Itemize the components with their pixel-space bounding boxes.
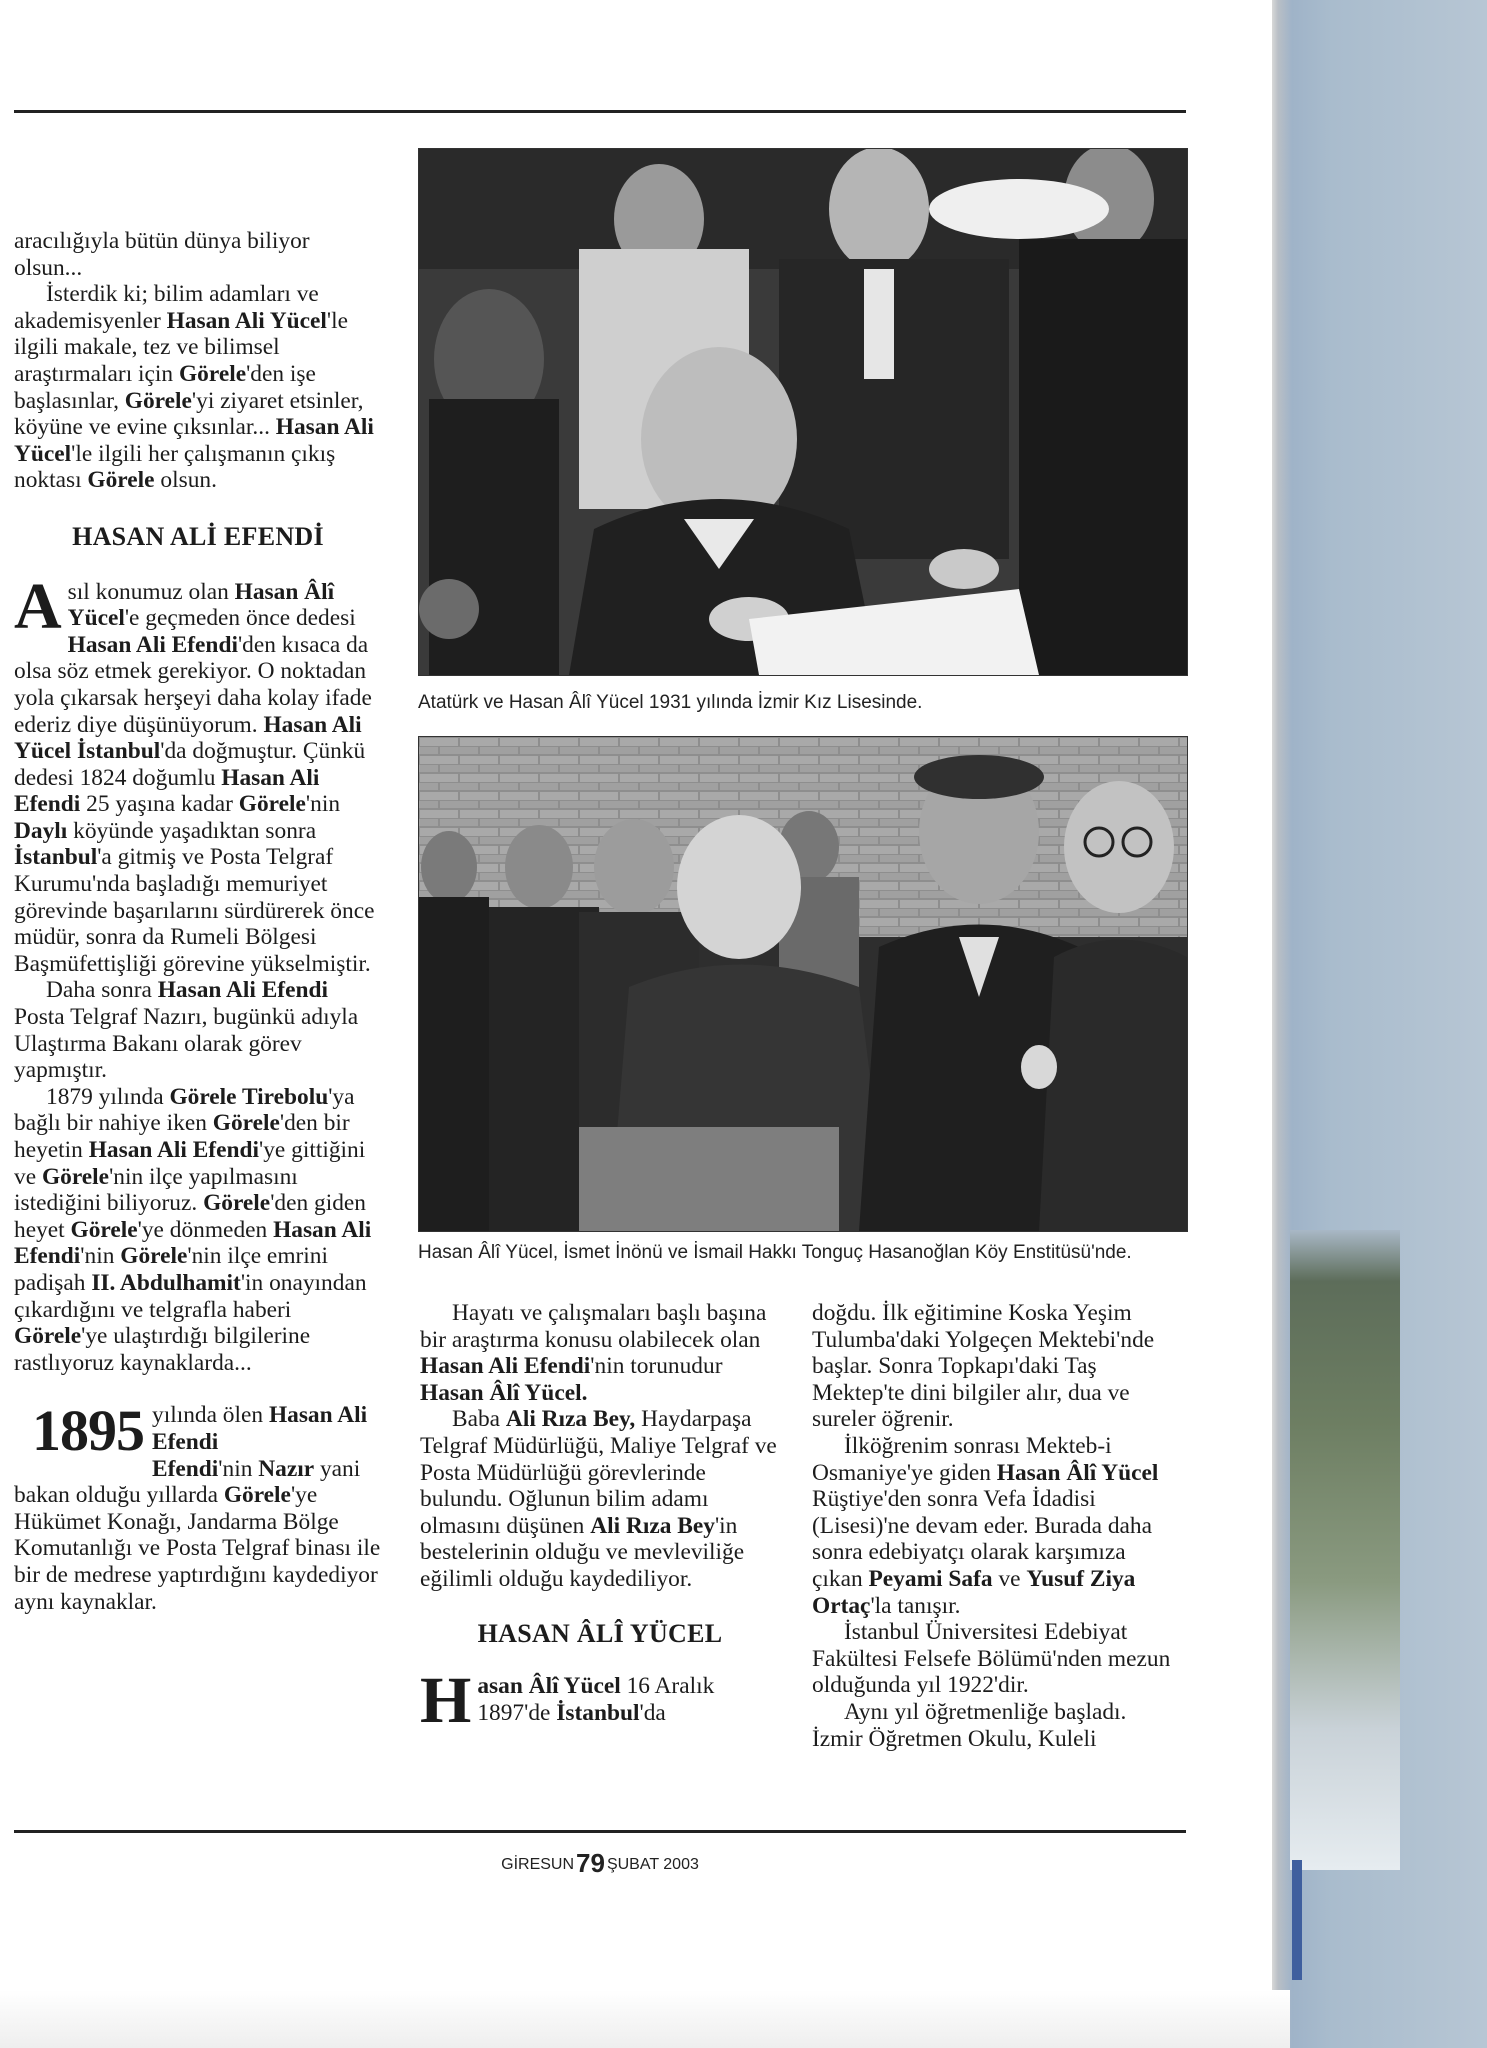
- adjacent-page-blue-band: [1292, 1860, 1302, 1980]
- photo-1-caption: Atatürk ve Hasan Âlî Yücel 1931 yılında İzmir Kız Lisesinde.: [418, 692, 923, 713]
- year-1895: 1895: [32, 1398, 144, 1464]
- dropcap-a: A: [14, 569, 62, 643]
- photo-1-illustration: [419, 149, 1187, 675]
- mid-p1: Hayatı ve çalışmaları başlı başına bir araştırma konusu olabilecek olan Hasan Ali Efendi'nin torunudur Hasan Âlî Yücel.: [420, 1300, 767, 1406]
- page-number: 79: [576, 1848, 605, 1878]
- top-rule: [14, 110, 1186, 113]
- footer-magazine: GİRESUN: [501, 1856, 575, 1873]
- right-p3: İstanbul Üniversitesi Edebiyat Fakültesi Felsefe Bölümü'nden mezun olduğunda yıl 1922'dir.: [812, 1619, 1171, 1699]
- page-footer: [0, 1848, 1200, 1879]
- right-p4: Aynı yıl öğretmenliğe başladı. İzmir Öğretmen Okulu, Kuleli: [812, 1698, 1127, 1752]
- photo-2-illustration: [419, 737, 1187, 1231]
- footer-date: ŞUBAT 2003: [606, 1856, 699, 1873]
- photo-ataturk-yucel-1931: [418, 148, 1188, 676]
- scan-bottom-shade: [0, 1990, 1290, 2048]
- left-p6: 1895 yılında ölen Hasan Ali Efendi Efendi'nin Nazır yani bakan olduğu yıllarda Görele'ye Hükümet Konağı, Jandarma Bölge Komutanlığı ve Posta Telgraf binası ile bir de medrese yaptırdığını kaydediyor aynı kaynaklar.: [14, 1398, 381, 1615]
- mid-p2: Baba Ali Rıza Bey, Haydarpaşa Telgraf Müdürlüğü, Maliye Telgraf ve Posta Müdürlüğü görevlerinde bulundu. Oğlunun bilim adamı olmasını düşünen Ali Rıza Bey'in bestelerinin olduğu ve mevleviliğe eğilimli olduğu kaydediliyor.: [420, 1406, 777, 1592]
- left-p3: Asıl konumuz olan Hasan Âlî Yücel'e geçmeden önce dedesi Hasan Ali Efendi'den kısaca da olsa söz etmek gerekiyor. O noktadan yola çıkarsak herşeyi daha kolay ifade ederiz diye düşünüyorum. Hasan Ali Yücel İstanbul'da doğmuştur. Çünkü dedesi 1824 doğumlu Hasan Ali Efendi 25 yaşına kadar Görele'nin Daylı köyünde yaşadıktan sonra İstanbul'a gitmiş ve Posta Telgraf Kurumu'nda başladığı memuriyet görevinde başarılarını sürdürerek önce müdür, sonra da Rumeli Bölgesi Başmüfettişliği görevine yükselmiştir.: [14, 569, 375, 977]
- dropcap-h: H: [420, 1664, 472, 1738]
- section-heading-hasan-ali-yucel: HASAN ÂLÎ YÜCEL: [477, 1618, 723, 1648]
- middle-column: [420, 1300, 780, 1738]
- left-p4: Daha sonra Hasan Ali Efendi Posta Telgraf Nazırı, bugünkü adıyla Ulaştırma Bakanı olarak görev yapmıştır.: [14, 977, 359, 1084]
- section-heading-hasan-ali-efendi: HASAN ALİ EFENDİ: [72, 521, 324, 551]
- right-column: [812, 1300, 1182, 1752]
- photo-yucel-inonu-tonguc: [418, 736, 1188, 1232]
- bottom-rule: [14, 1830, 1186, 1833]
- left-column: [14, 228, 382, 1615]
- mid-p3: Hasan Âlî Yücel 16 Aralık 1897'de İstanbul'da: [420, 1664, 715, 1738]
- right-p1: doğdu. İlk eğitimine Koska Yeşim Tulumba'daki Yolgeçen Mektebi'nde başlar. Sonra Topkapı'daki Taş Mektep'te dini bilgiler alır, dua ve sureler öğrenir.: [812, 1300, 1155, 1433]
- adjacent-page-photo-strip: [1290, 1230, 1400, 1870]
- left-p1: aracılığıyla bütün dünya biliyor olsun...: [14, 228, 310, 281]
- left-p2: İsterdik ki; bilim adamları ve akademisyenler Hasan Ali Yücel'le ilgili makale, tez ve bilimsel araştırmaları için Görele'den işe başlasınlar, Görele'yi ziyaret etsinler, köyüne ve evine çıksınlar... Hasan Ali Yücel'le ilgili her çalışmanın çıkış noktası Görele olsun.: [14, 281, 374, 494]
- photo-2-caption: Hasan Âlî Yücel, İsmet İnönü ve İsmail Hakkı Tonguç Hasanoğlan Köy Enstitüsü'nde.: [418, 1242, 1132, 1263]
- right-p2: İlköğrenim sonrası Mekteb-i Osmaniye'ye giden Hasan Âlî Yücel Rüştiye'den sonra Vefa İdadisi (Lisesi)'ne devam eder. Burada daha sonra edebiyatçı olarak karşımıza çıkan Peyami Safa ve Yusuf Ziya Ortaç'la tanışır.: [812, 1432, 1159, 1619]
- left-p5: 1879 yılında Görele Tirebolu'ya bağlı bir nahiye iken Görele'den bir heyetin Hasan Ali Efendi'ye gittiğini ve Görele'nin ilçe yapılmasını istediğini biliyoruz. Görele'den giden heyet Görele'ye dönmeden Hasan Ali Efendi'nin Görele'nin ilçe emrini padişah II. Abdulhamit'in onayından çıkardığını ve telgrafla haberi Görele'ye ulaştırdığı bilgilerine rastlıyoruz kaynaklarda...: [14, 1083, 372, 1376]
